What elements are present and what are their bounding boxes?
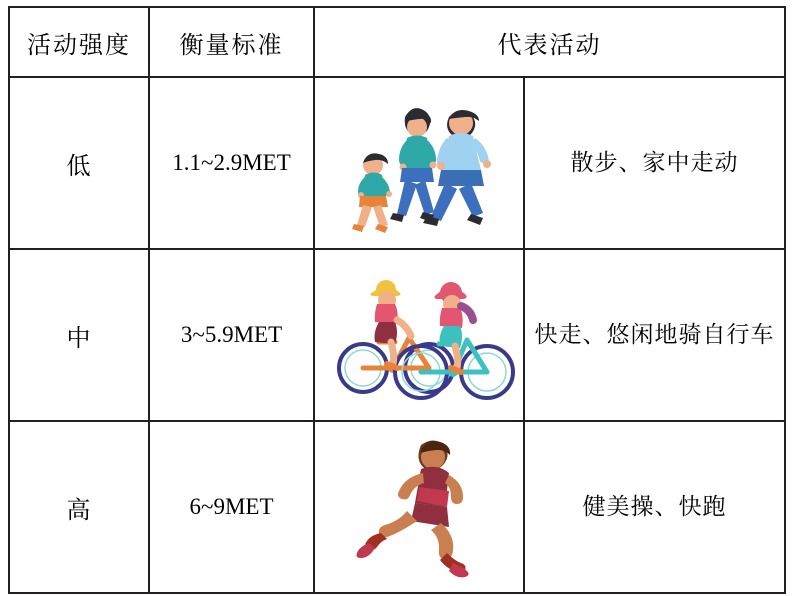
child-figure: [352, 153, 392, 233]
metric-label-low: 1.1~2.9MET: [172, 150, 291, 175]
metric-label-medium: 3~5.9MET: [180, 322, 283, 347]
table-row: [9, 77, 785, 249]
header-label-examples: 代表活动: [497, 32, 602, 59]
rider-pink-helmet: [435, 282, 474, 372]
cell-image-high: [314, 421, 524, 593]
runner-figure: [357, 440, 469, 577]
header-label-intensity: 活动强度: [27, 32, 131, 59]
metric-label-high: 6~9MET: [189, 494, 274, 519]
adult-female-figure: [390, 108, 437, 222]
examples-label-low: 散步、家中走动: [570, 149, 739, 175]
examples-label-high: 健美操、快跑: [582, 493, 727, 519]
intensity-label-medium: 中: [66, 325, 92, 352]
cell-metric-high: [149, 421, 314, 593]
header-cell-intensity: [9, 7, 149, 77]
cell-metric-low: [149, 77, 314, 249]
cell-intensity-medium: [9, 249, 149, 421]
cell-metric-medium: [149, 249, 314, 421]
header-cell-examples: [314, 7, 785, 77]
cell-examples-low: [524, 77, 785, 249]
rider-yellow-hat: [371, 280, 412, 368]
walking-family-illustration: [315, 83, 523, 243]
table-row: [9, 421, 785, 593]
examples-label-medium: 快走、悠闲地骑自行车: [534, 321, 775, 347]
cell-examples-high: [524, 421, 785, 593]
header-cell-metric: [149, 7, 314, 77]
cycling-children-illustration: [315, 260, 523, 410]
cell-image-medium: [314, 249, 524, 421]
activity-intensity-table: [8, 6, 786, 594]
table-row: [9, 249, 785, 421]
intensity-label-high: 高: [66, 497, 92, 524]
intensity-label-low: 低: [66, 153, 92, 180]
cell-image-low: [314, 77, 524, 249]
running-athlete-illustration: [315, 427, 523, 587]
cell-intensity-low: [9, 77, 149, 249]
header-label-metric: 衡量标准: [179, 32, 284, 59]
table-header-row: [9, 7, 785, 77]
cell-intensity-high: [9, 421, 149, 593]
cell-examples-medium: [524, 249, 785, 421]
